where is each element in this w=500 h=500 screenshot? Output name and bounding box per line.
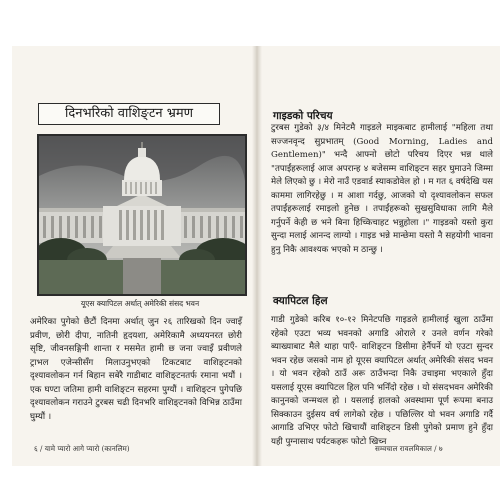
section-heading-guide: गाइडको परिचय bbox=[273, 110, 333, 122]
section-heading-capitol-hill: क्यापिटल हिल bbox=[273, 295, 328, 307]
book-spread bbox=[12, 46, 500, 466]
capitol-building-image bbox=[39, 136, 245, 294]
left-page-footer: ६ / यामे प्यारो आगे प्यारो (कानलिम) bbox=[34, 444, 130, 453]
right-page bbox=[257, 46, 500, 466]
photo-caption: यूएस क्यापिटल अर्थात् अमेरिकी संसद भवन bbox=[80, 299, 200, 308]
guide-paragraph: टुरबस गुडेको ३/४ मिनेटमै गाइडले माइकबाट हामीलाई "महिला तथा सज्जनवृन्द सुप्रभातम् (Good Morning, Ladies and Gentlemen)" भन्दै आफ्नो छोटो परिचय दिएर भन्न थाले "तपाईंहरूलाई आज अपरान्ह ४ बजेसम्म वाशिङ्टन सहर घुमाउने जिम्मा मेले लिएको छु । मेरो नाउँ एडवार्ड स्याकडोवेल हो । म गत ६ वर्षदेखि यस काममा लागिरहेछु । म आशा गर्दछु, आजको यो दृश्यावलोकन सफल तपाईंहरूलाई रमाइलो हुनेछ । तपाईंहरूको सुखसुविधाका लागि मैले गर्नुपर्ने केही छ भने बिना हिच्किचाहट भन्नुहोला ।" गाइडको यस्तो कुरा सुन्दा मलाई आनन्द लाग्यो । गाइड भन्ने मान्छेमा यस्तो नै सहयोगी भावना हुनु निकै आवश्यक भएको म ठान्छु । bbox=[271, 123, 493, 255]
capitol-photo bbox=[37, 134, 247, 296]
chapter-title: दिनभरिको वाशिङ्टन भ्रमण bbox=[38, 103, 220, 125]
left-page bbox=[12, 46, 255, 466]
right-page-footer: सम्वचाल रावलमिकाल / ७ bbox=[375, 444, 443, 453]
capitol-hill-paragraph: गाडी गुडेको करिब १०-१२ मिनेटपछि गाइडले हामीलाई खुला ठाउँमा रहेको एउटा भव्य भवनको अगाडि ओराले र उनले वर्णन गरेको ब्याख्याबाट मैले थाहा पाएँ- वाशिङ्टन डिसीमा हेर्नैपर्ने यो एउटा सुन्दर भवन रहेछ जसको नाम हो यूएस क्यापिटल अर्थात् अमेरिकी संसद भवन । यो भवन रहेको ठाउँ अरू ठाउँभन्दा निकै उचाइमा भएकाले हुँदा यसलाई यूएस क्यापिटल हिल पनि भनिँदो रहेछ । यो संसदभवन अमेरिकी कानुनको जन्मथल हो । यसलाई हालको अवस्थामा पूर्ण रूपमा बनाउ सिक्काउन दुईसय वर्ष लागेको रहेछ । पछिल्लिर यो भवन अगाडि गर्दै आगाडि उभिएर फोटो खिचायौं वाशिङ्टन डिसी पुगेको प्रमाण हुने हुँदा यही पुग्नासाथ पर्यटकहरू फोटो खिच्न bbox=[271, 315, 493, 447]
left-page-paragraph: अमेरिका पुगेको छैटौं दिनमा अर्थात् जुन २६ तारिखको दिन ज्वाइँ प्रवीण, छोरी दीपा, नातिनी हृदयशा, अमेरिकामै अध्ययनरत छोरी सृष्टि, जीवनसङ्गिनी शान्ता र मसमेत हामी छ जना ज्वाइँ प्रवीणले ट्राभल एजेन्सीसँग मिलाउनुभएको टिकटबाट वाशिङ्टनको दृश्यावलोकन गर्न बिहान सबेरै गाडीबाट वाशिङ्टनतर्फ रमाना भयौं । एक घण्टा जतिमा हामी वाशिङ्टन सहरमा पुग्यौं । वाशिङ्टन पुगेपछि दृश्यावलोकन गराउने टुरबस चढी दिनभरि वाशिङ्टनको विभिन्न ठाउँमा घुम्यौं । bbox=[30, 317, 242, 422]
book-gutter bbox=[252, 46, 262, 466]
